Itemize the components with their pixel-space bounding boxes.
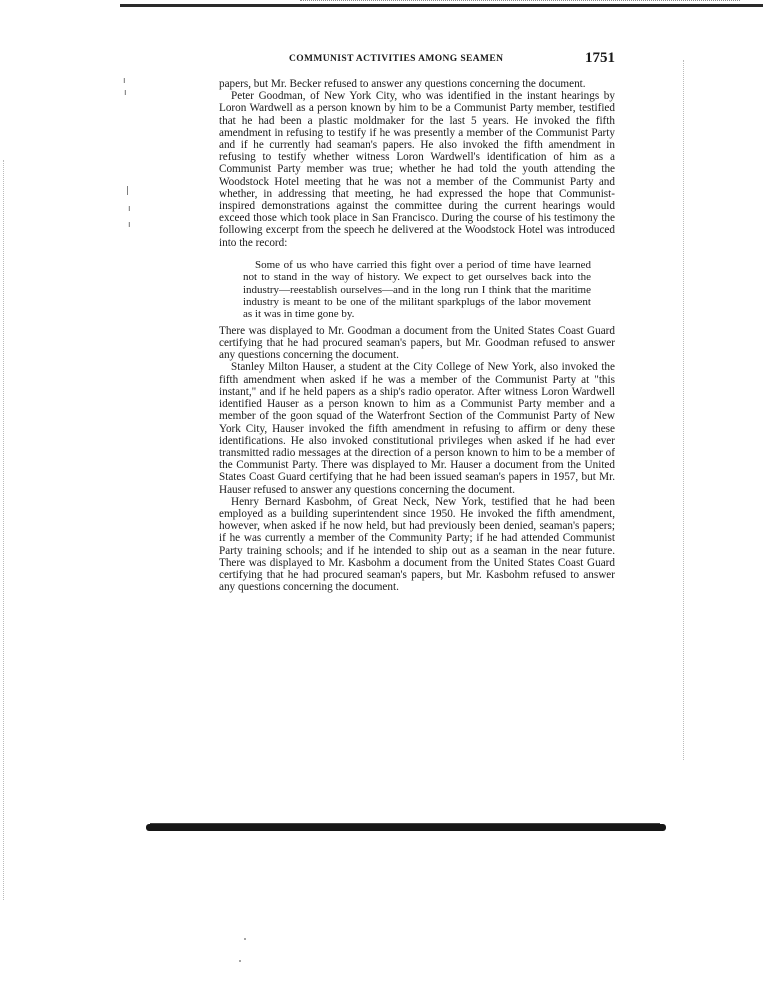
scan-speck (239, 960, 241, 962)
body-text (219, 78, 615, 593)
margin-mark: | (126, 186, 130, 196)
top-scan-border (120, 4, 763, 7)
top-scan-dots (300, 0, 740, 3)
paragraph: papers, but Mr. Becker refused to answer any questions concerning the document. (219, 78, 586, 90)
margin-mark: ı (124, 88, 127, 98)
paragraph: Stanley Milton Hauser, a student at the City College of New York, also invoked the fifth amendment when asked if he was a member of the Communist Party at "this instant," and if he held papers as a ship's radio operator. After witness Loron Wardwell identified Hauser as a person known to him as a Communist Party member and a member of the goon squad of the Waterfront Section of the Communist Party of New York City, Hauser invoked the fifth amendment in refusing to affirm or deny these identifications. He also invoked constitutional privileges when asked if he had ever transmitted radio messages at the direction of a person known to him to be a member of the Communist Party. There was displayed to Mr. Hauser a document from the United States Coast Guard certifying that he had been issued seaman's papers in 1957, but Mr. Hauser refused to answer any questions concerning the document. (219, 361, 615, 496)
paragraph: There was displayed to Mr. Goodman a document from the United States Coast Guard certifying that he had procured seaman's papers, but Mr. Goodman refused to answer any questions concerning the document. (219, 324, 615, 362)
paragraph: Peter Goodman, of New York City, who was identified in the instant hearings by Loron Wardwell as a person known by him to be a Communist Party member, testified that he had been a plastic moldmaker for the last 5 years. He invoked the fifth amendment in refusing to testify if he was presently a member of the Communist Party and if he currently had seaman's papers. He also invoked the fifth amendment in refusing to testify whether witness Loron Wardwell's identification of him as a Communist Party member was true; whether he had told the youth attending the Woodstock Hotel meeting that he was not a member of the Communist Party and whether, in addressing that meeting, he had expressed the hope that Communist-inspired demonstrations against the committee during the current hearings would exceed those which took place in San Francisco. During the course of his testimony the following excerpt from the speech he delivered at the Woodstock Hotel was introduced into the record: (219, 90, 615, 249)
margin-mark: ı (123, 76, 126, 86)
page-header (219, 50, 615, 70)
block-quote: Some of us who have carried this fight over a period of time have learned not to stand in the way of history. We expect to get ourselves back into the industry—reestablish ourselves—and in the long run I think that the maritime industry is meant to be one of the militant sparkplugs of the labor movement as it was in time gone by. (243, 258, 591, 321)
left-scan-line (3, 160, 4, 900)
paragraph: Henry Bernard Kasbohm, of Great Neck, New York, testified that he had been employed as a building superintendent since 1950. He invoked the fifth amendment, however, when asked if he now held, but had previously been denied, seaman's papers; if he was currently a member of the Community Party; if he had attended Communist Party training schools; and if he intended to ship out as a seaman in the near future. There was displayed to Mr. Kasbohm a document from the United States Coast Guard certifying that he had procured seaman's papers, but Mr. Kasbohm refused to answer any questions concerning the document. (219, 495, 615, 594)
margin-mark: ı (128, 204, 131, 214)
right-scan-line (683, 60, 684, 760)
margin-mark: ı (128, 220, 131, 230)
running-head: COMMUNIST ACTIVITIES AMONG SEAMEN (289, 54, 504, 64)
bottom-scan-border (146, 824, 666, 831)
page-number: 1751 (585, 50, 615, 66)
scan-speck (244, 938, 246, 940)
